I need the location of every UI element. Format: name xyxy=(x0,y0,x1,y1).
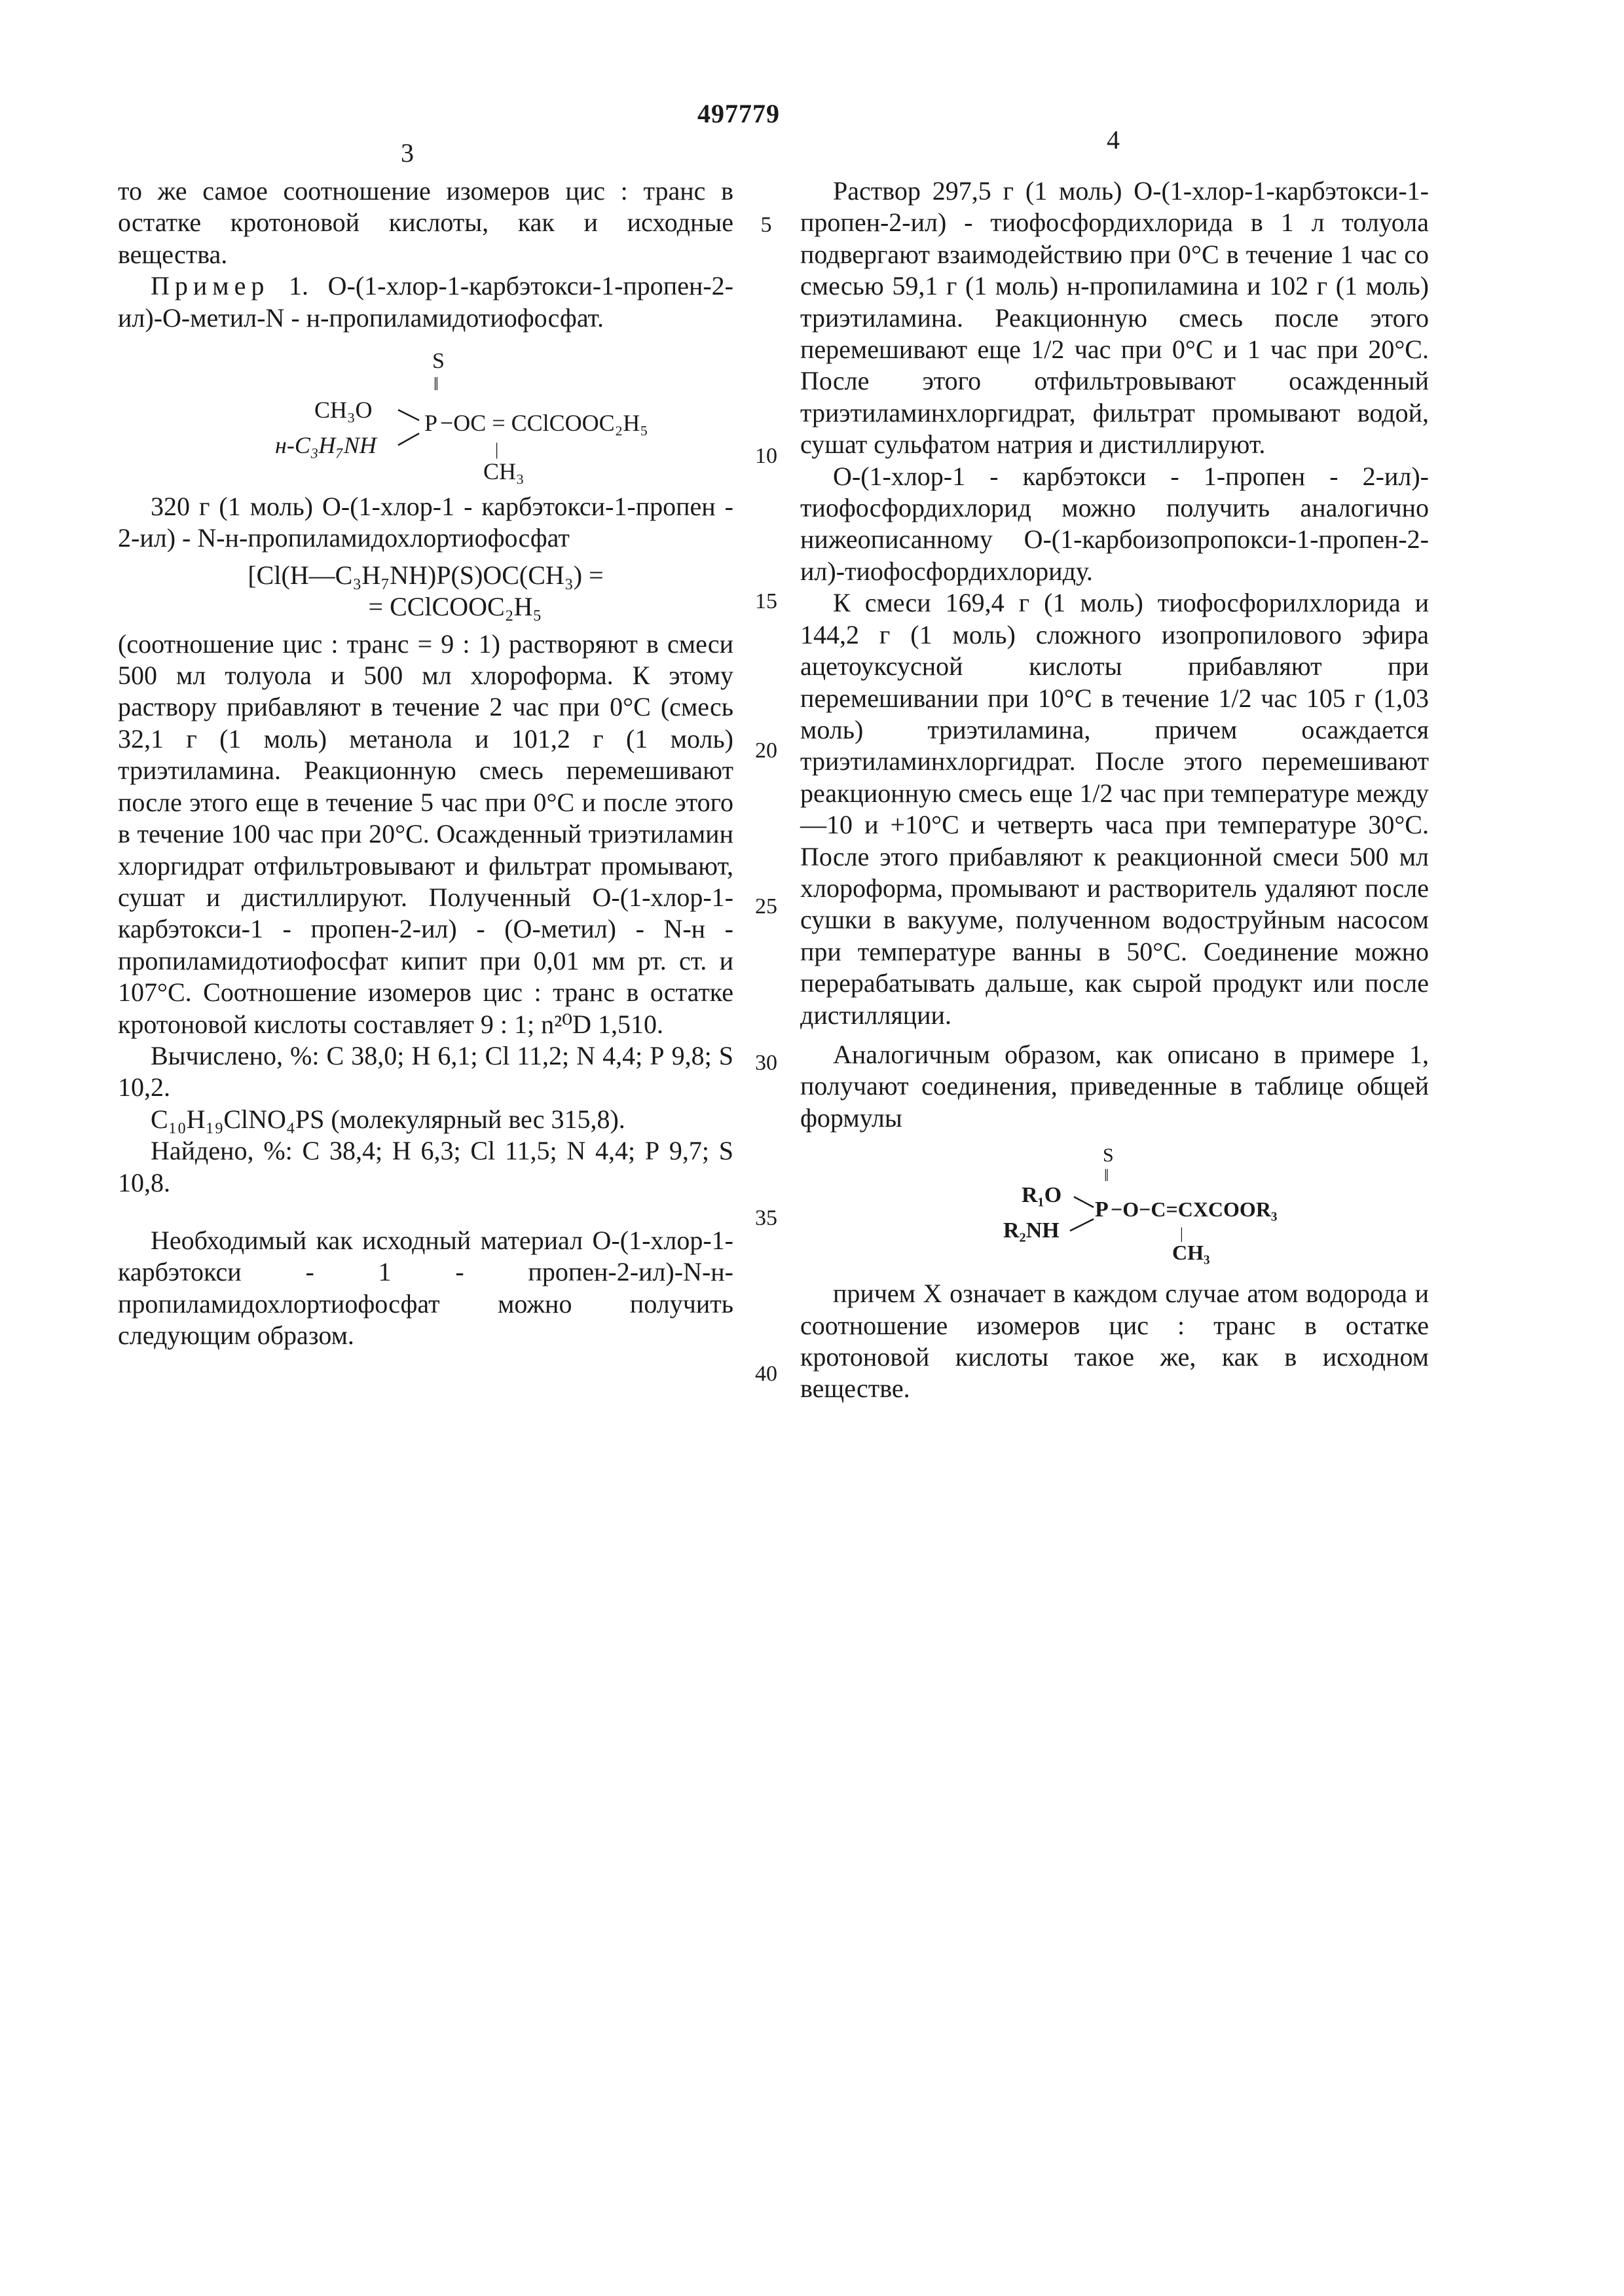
line-number-10: 10 xyxy=(755,444,777,468)
formula-line: [Cl(H—C₃H₇NH)P(S)OC(CH₃) = xyxy=(248,560,604,590)
left-column xyxy=(118,175,733,1352)
page-number-right: 4 xyxy=(1107,125,1120,155)
formula2-r1o: R₁O xyxy=(1022,1183,1062,1208)
line-number-40: 40 xyxy=(755,1362,777,1386)
formula2-phosphorus: P xyxy=(1095,1197,1109,1222)
paragraph: (соотношение цис : транс = 9 : 1) растворяют в смеси 500 мл толуола и 500 мл хлороформа. К этому раствору прибавляют в течение 2 час при 0°С (смесь 32,1 г (1 моль) метанола и 101,2 г (1 моль) триэтиламина. Реакционную смесь перемешивают после этого еще в течение 5 час при 0°С и после этого в течение 100 час при 20°С. Осажденный триэтиламин хлоргидрат отфильтровывают и фильтрат промывают, сушат и дистиллируют. Полученный О-(1-хлор-1-карбэтокси-1 - пропен-2-ил) - (О-метил) - N-н - пропиламидотиофосфат кипит при 0,01 мм рт. ст. и 107°С. Соотношение изомеров цис : транс в остатке кротоновой кислоты составляет 9 : 1; n²⁰D 1,510. xyxy=(118,629,733,1039)
paragraph: Найдено, %: С 38,4; Н 6,3; Cl 11,5; N 4,4; Р 9,7; S 10,8. xyxy=(118,1136,733,1197)
formula2-r2nh: R₂NH xyxy=(1003,1218,1060,1243)
paragraph: 320 г (1 моль) О-(1-хлор-1 - карбэтокси-1-пропен - 2-ил) - N-н-пропиламидохлортиофосфат xyxy=(118,492,733,553)
formula2-double-bond: ‖ xyxy=(1104,1166,1109,1186)
formula2-chain: −O−C=CXCOOR₃ xyxy=(1111,1197,1278,1222)
right-column xyxy=(800,175,1429,1405)
example-label: Пример xyxy=(151,271,270,301)
formula1-amine: н-C₃H₇NH xyxy=(275,432,377,459)
formula1-sulfur: S xyxy=(432,349,445,374)
paragraph: C₁₀H₁₉ClNO₄PS (молекулярный вес 315,8). xyxy=(151,1104,625,1134)
formula1-branch: | xyxy=(495,440,499,460)
formula1-methoxy: CH₃O xyxy=(314,397,373,424)
structural-formula-2 xyxy=(905,1134,1324,1265)
line-number-30: 30 xyxy=(755,1051,777,1075)
formula2-sulfur: S xyxy=(1103,1144,1114,1167)
paragraph: О-(1-хлор-1 - карбэтокси - 1-пропен - 2-ил)-тиофосфордихлорид можно получить аналогично нижеописанному О-(1-карбоизопропокси-1-пропен-2-ил)-тиофосфордихлориду. xyxy=(800,461,1429,586)
paragraph: Вычислено, %: С 38,0; Н 6,1; Cl 11,2; N 4,4; Р 9,8; S 10,2. xyxy=(118,1040,733,1102)
paragraph: Аналогичным образом, как описано в примере 1, получают соединения, приведенные в таблице общей формулы xyxy=(800,1039,1429,1133)
page-number-left: 3 xyxy=(401,138,414,168)
paragraph: то же самое соотношение изомеров цис : транс в остатке кротоновой кислоты, как и исходные вещества. xyxy=(118,176,733,269)
paragraph: Необходимый как исходный материал О-(1-хлор-1-карбэтокси - 1 - пропен-2-ил)-N-н-пропиламидохлортиофосфат можно получить следующим образом. xyxy=(118,1225,733,1351)
formula1-methyl: CH₃ xyxy=(483,458,525,485)
line-number-35: 35 xyxy=(755,1206,777,1230)
formula2-methyl: CH₃ xyxy=(1172,1241,1210,1265)
formula1-double-bond: ‖ xyxy=(434,374,439,395)
paragraph: Раствор 297,5 г (1 моль) О-(1-хлор-1-карбэтокси-1-пропен-2-ил) - тиофосфордихлорида в 1 л толуола подвергают взаимодействию при 0°С в течение 1 час со смесью 59,1 г (1 моль) н-пропиламина и 102 г (1 моль) триэтиламина. Реакционную смесь после этого перемешивают еще 1/2 час при 0°С и 1 час при 20°С. После этого отфильтровывают осажденный триэтиламинхлоргидрат, фильтрат промывают водой, сушат сульфатом натрия и дистиллируют. xyxy=(800,176,1429,460)
example-heading xyxy=(118,270,733,334)
formula1-phosphorus: P xyxy=(424,410,438,437)
formula-line: = CClCOOC₂H₅ xyxy=(368,592,542,622)
line-number-15: 15 xyxy=(755,589,777,613)
structural-formula-1 xyxy=(190,334,661,491)
patent-number: 497779 xyxy=(697,99,780,128)
line-number-20: 20 xyxy=(755,738,777,763)
paragraph: К смеси 169,4 г (1 моль) тиофосфорилхлорида и 144,2 г (1 моль) сложного изопропилового эфира ацетоуксусной кислоты прибавляют при перемешивании при 10°С в течение 1/2 час 105 г (1,03 моль) триэтиламина, причем осаждается триэтиламинхлоргидрат. После этого перемешивают реакционную смесь еще 1/2 час при температуре между —10 и +10°С и четверть часа при температуре 30°С. После этого прибавляют к реакционной смеси 500 мл хлороформа, промывают и растворитель удаляют после сушки в вакууме, полученном водоструйным насосом при температуре ванны в 50°С. Соединение можно перерабатывать дальше, как сырой продукт или после дистилляции. xyxy=(800,588,1429,1030)
formula1-chain: −OC = CClCOOC₂H₅ xyxy=(440,410,648,437)
formula2-branch: | xyxy=(1180,1226,1183,1243)
line-number-25: 25 xyxy=(755,894,777,919)
paragraph: причем Х означает в каждом случае атом водорода и соотношение изомеров цис : транс в остатке кротоновой кислоты такое же, как в исходном веществе. xyxy=(800,1279,1429,1404)
line-number-5: 5 xyxy=(760,213,772,237)
example-title: 1. О-(1-хлор-1-карбэтокси-1-пропен-2-ил)-О-метил-N - н-пропиламидотиофосфат. xyxy=(118,271,733,333)
